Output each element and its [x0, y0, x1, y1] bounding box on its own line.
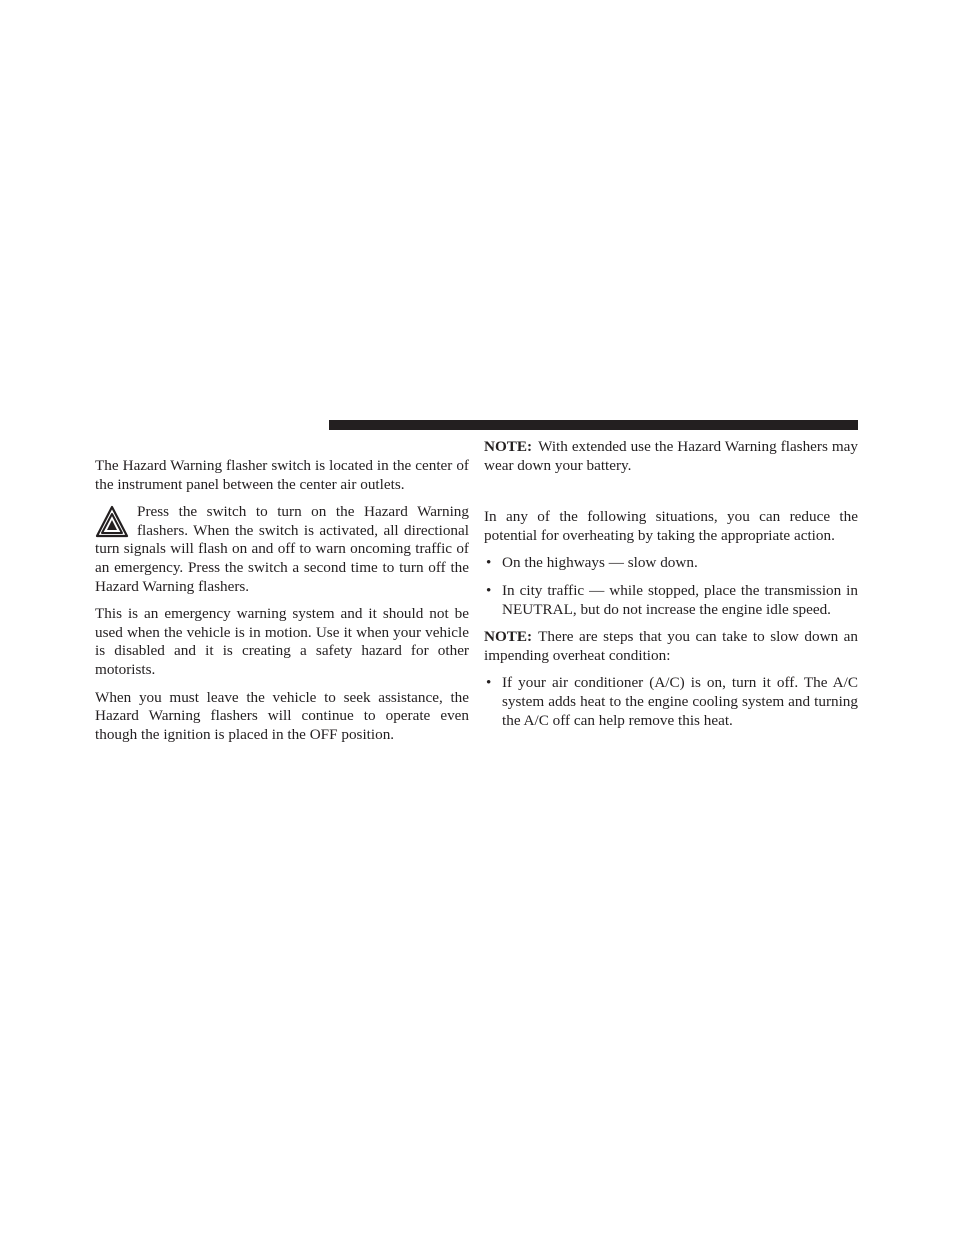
- section-gap: [484, 484, 858, 508]
- list-item-text: On the highways — slow down.: [502, 554, 698, 572]
- section-header-rule: [329, 420, 858, 430]
- note-label: NOTE:: [484, 628, 533, 646]
- left-column: [95, 457, 469, 753]
- note-label: NOTE:: [484, 438, 533, 455]
- list-item-text: If your air conditioner (A/C) is on, turn it off. The A/C system adds heat to the engine cooling system and turning the A/C off can help remove this heat.: [502, 674, 858, 729]
- emergency-system-paragraph: This is an emergency warning system and it should not be used when the vehicle is in motion. Use it when your vehicle is disabled and it is creating a safety hazard for other motorists.: [95, 605, 469, 678]
- bullet-glyph: •: [486, 674, 492, 692]
- right-column: [484, 438, 858, 739]
- overheating-intro-paragraph: In any of the following situations, you can reduce the potential for overheating by taking the appropriate action.: [484, 508, 858, 544]
- list-item: [484, 554, 858, 573]
- list-item: [484, 674, 858, 730]
- overheat-steps-list: [484, 674, 858, 730]
- overheating-actions-list: [484, 554, 858, 619]
- bullet-glyph: •: [486, 581, 492, 599]
- note-text: With extended use the Hazard Warning flashers may wear down your battery.: [484, 438, 858, 474]
- leave-vehicle-paragraph: When you must leave the vehicle to seek assistance, the Hazard Warning flashers will continue to operate even though the ignition is placed in the OFF position.: [95, 688, 469, 743]
- list-item: [484, 582, 858, 619]
- overheat-steps-note: [484, 628, 858, 665]
- hazard-switch-text: Press the switch to turn on the Hazard Warning flashers. When the switch is activated, all directional turn signals will flash on and off to warn oncoming traffic of an emergency. Press the switch a second time to turn off the Hazard Warning flashers.: [95, 503, 469, 595]
- hazard-switch-paragraph: [95, 503, 469, 596]
- bullet-glyph: •: [486, 554, 492, 572]
- note-text: There are steps that you can take to slow down an impending overheat condition:: [484, 628, 858, 664]
- hazard-warning-triangle-icon: [95, 505, 129, 539]
- battery-note: [484, 438, 858, 475]
- list-item-text: In city traffic — while stopped, place the transmission in NEUTRAL, but do not increase the engine idle speed.: [502, 581, 858, 618]
- hazard-location-paragraph: The Hazard Warning flasher switch is located in the center of the instrument panel between the center air outlets.: [95, 457, 469, 493]
